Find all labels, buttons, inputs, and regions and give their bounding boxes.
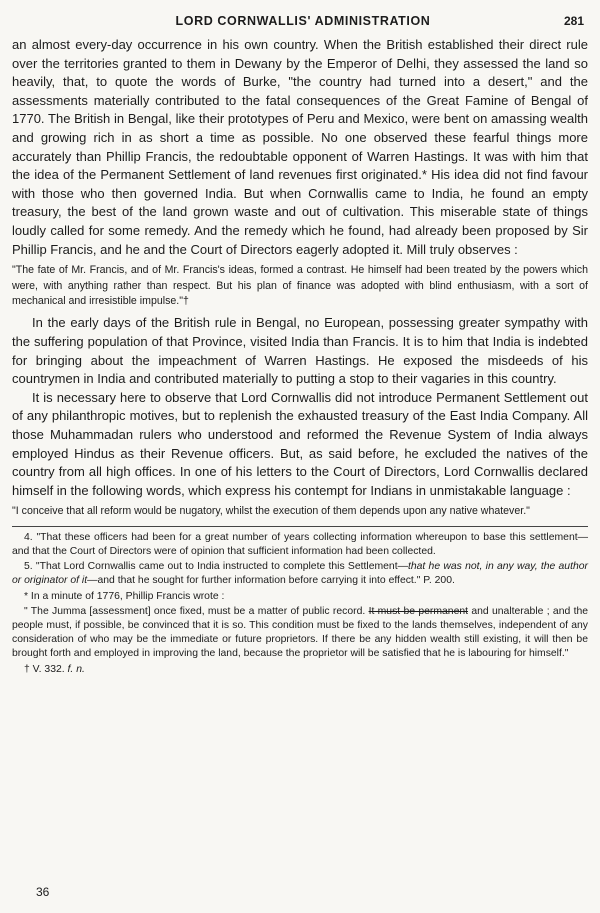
footnote-star-intro: * In a minute of 1776, Phillip Francis wrote : [24, 590, 225, 602]
signature-mark: 36 [36, 885, 50, 899]
footnote-5-text: 5. "That Lord Cornwallis came out to India instructed to complete this Settlement— [24, 561, 408, 573]
dagger-ref-italic: f. n. [67, 663, 85, 675]
running-header [12, 14, 588, 36]
francis-struck-text: It must be permanent [368, 605, 469, 617]
block-quote-mill: "The fate of Mr. Francis, and of Mr. Francis's ideas, formed a contrast. He himself had been treated by the powers which were, with anything rather than respect. But his plan of finance was adopted with blind enthusiasm, with a sort of mechanical and irresistible impulse."† [12, 264, 588, 307]
francis-quote-text-end: and unalterable ; and the people must, if possible, be convinced that it is so. This condition must be fixed to the lands themselves, independent of any consideration of who may be the immediate or future proprietors. If there be any hidden wealth still existing, it will then be brought forth and employed in improving the land, because the proprietor will be satisfied that he is labouring for himself." [12, 605, 589, 660]
page-number: 281 [563, 14, 584, 28]
francis-quote-text: " The Jumma [assessment] once fixed, must be a matter of public record. [24, 605, 369, 617]
main-text [12, 36, 588, 520]
footnote-4: 4. "That these officers had been for a great number of years collecting information whereupon to base this settlement—and that the Court of Directors were of opinion that sufficient information had been collected. [12, 531, 588, 557]
paragraph: It is necessary here to observe that Lord Cornwallis did not introduce Permanent Settlement out of any philanthropic motives, but to replenish the exhausted treasury of the East India Company. All those Muhammadan rulers who understood and reformed the Revenue System of India always employed Hindus as their Revenue officers. But, as said before, he excluded the natives of the country from all high offices. In one of his letters to the Court of Directors, Lord Cornwallis declared himself in the following words, which express his contempt for Indians in unmistakable language : [12, 389, 588, 498]
block-quote-cornwallis: "I conceive that all reform would be nugatory, whilst the execution of them depends upon any native whatever." [12, 505, 530, 518]
footnote-francis-quote [12, 605, 588, 662]
footnote-5-text-end: —and that he sought for further information before carrying it into effect." P. 200. [87, 575, 455, 587]
paragraph: In the early days of the British rule in Bengal, no European, possessing greater sympathy with the suffering population of that Province, visited India than Francis. It is to him that India is indebted for bringing about the impeachment of Warren Hastings. He exposed the misdeeds of his countrymen in India and contributed materially to putting a stop to their vagaries in this country. [12, 315, 588, 387]
footnotes [12, 531, 588, 677]
footnote-dagger [12, 663, 588, 677]
footnote-divider [12, 526, 588, 527]
dagger-ref: † V. 332. [24, 663, 68, 675]
paragraph: an almost every-day occurrence in his own country. When the British established their direct rule over the territories granted to them in Dewany by the Emperor of Delhi, they assessed the land so heavily, that, to quote the words of Burke, "the country had turned into a desert," and the assessments materially contributed to the fatal consequences of the Great Famine of Bengal of 1770. The British in Bengal, like their prototypes of Peru and Mexico, were bent on amassing wealth and growing rich in as short a time as possible. No one observed these fearful things more accurately than Phillip Francis, the redoubtable opponent of Warren Hastings. It was with him that the idea of the Permanent Settlement of land revenues first originated.* His idea did not find favour with those who then governed India. But when Cornwallis came to India, he found an empty treasury, the best of the land grown waste and out of cultivation. This miserable state of things loudly called for some remedy. And the remedy which he found, had already been proposed by Sir Phillip Francis, and he and the Court of Directors eagerly adopted it. Mill truly observes : [12, 37, 588, 257]
footnote-5 [12, 560, 588, 588]
running-title: LORD CORNWALLIS' ADMINISTRATION [175, 14, 431, 28]
footnote-5-italic: that he was not, in any way, the author or originator of it [12, 561, 588, 587]
